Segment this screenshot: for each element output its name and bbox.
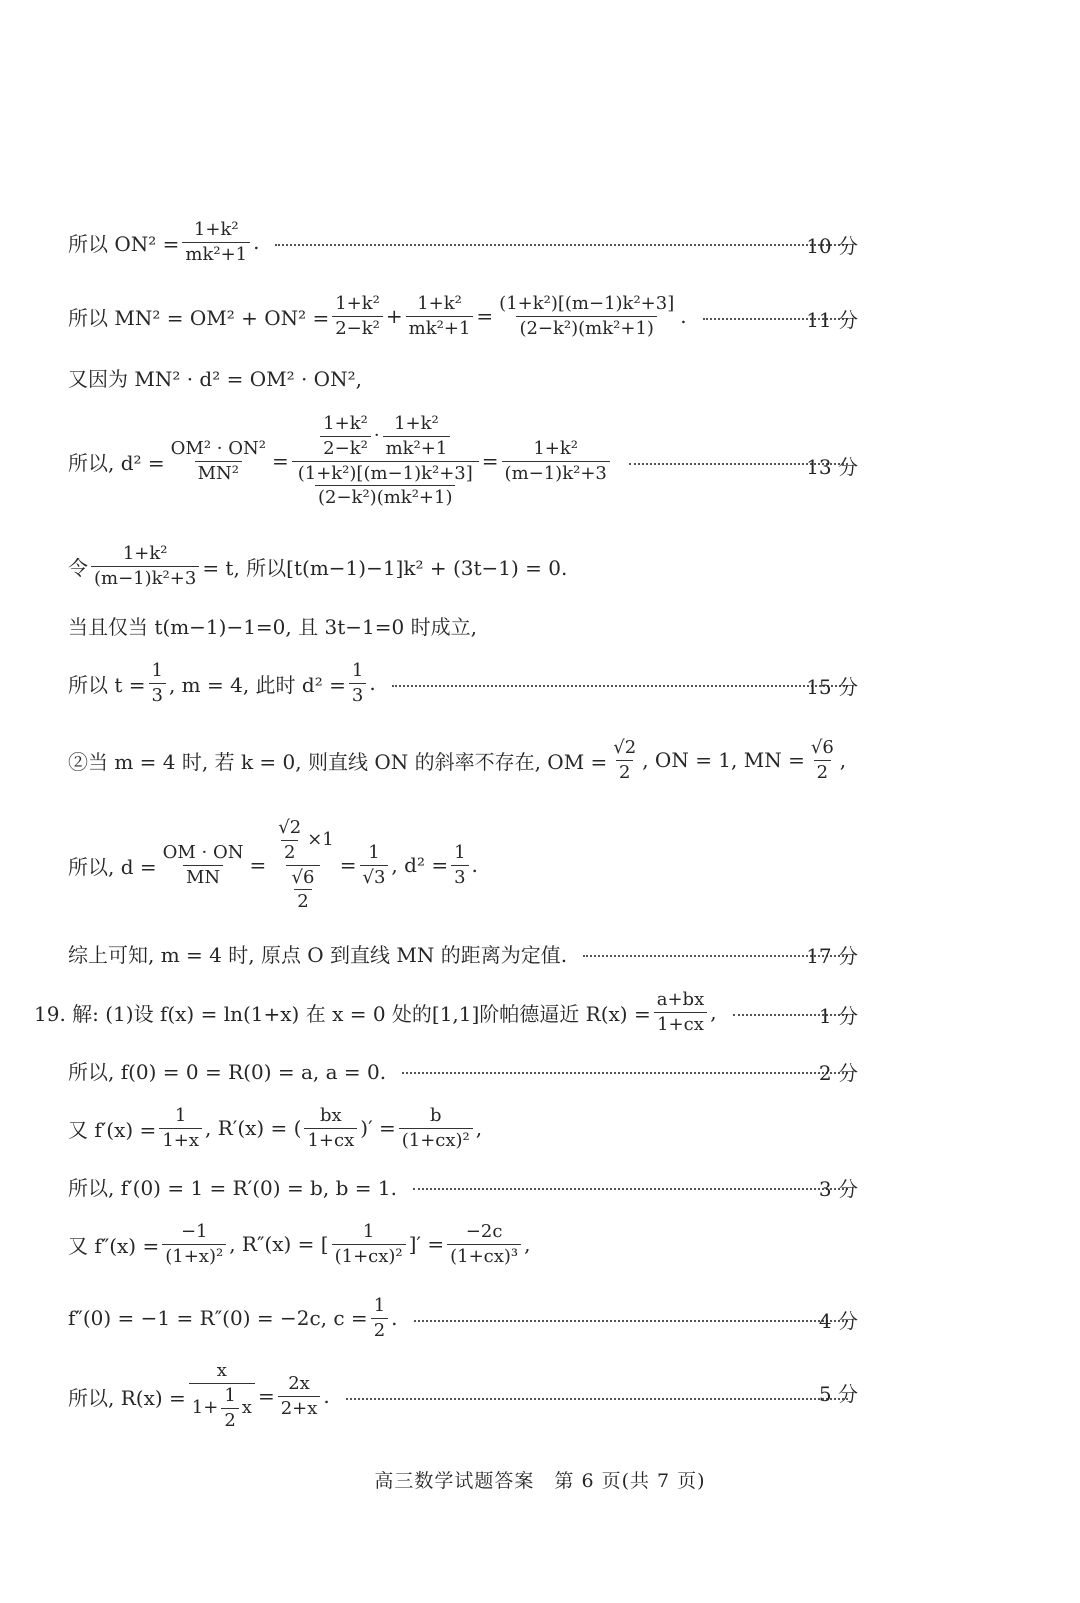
dot-leader: [414, 1320, 849, 1322]
score-mark: 17 分: [806, 944, 858, 968]
solution-line: 当且仅当 t(m−1)−1=0, 且 3t−1=0 时成立,: [68, 614, 477, 639]
fraction: $\frac{bx}{1+cx}$: [304, 1106, 357, 1151]
fraction: $\frac{\text{1+k²}}{\text{2−k²}}$: [332, 294, 383, 339]
fraction: $\frac{\text{1+k²}}{\text{(m−1)k²+3}}$: [91, 544, 199, 589]
score-mark: 1 分: [818, 1004, 858, 1028]
dot-leader: [392, 685, 848, 687]
solution-line: 所以 t = $\frac{1}{3}$ , m = 4, 此时 d² = $\frac{1}{3}$ .: [68, 655, 856, 711]
score-mark: 15 分: [806, 675, 858, 699]
fraction: $\frac{1}{2}$: [371, 1296, 388, 1341]
solution-line: 所以, d = $\frac{OM \cdot ON}{MN}$ = $\frac{√2}{2}$ ×1 $\frac{√6}{2}$ = $\frac{1}{√3}$ , d² = $\frac{1}{3}$ .: [68, 816, 478, 913]
solution-line: 又 f″(x) = $\frac{-1}{\text{(1+x)²}}$ , R″(x) = [ $\frac{1}{\text{(1+cx)²}}$ ]′ = $\frac{-2c}{\text{(1+cx)³}}$ ,: [68, 1220, 531, 1267]
score-mark: 13 分: [806, 455, 858, 479]
fraction: $\frac{1}{3}$: [149, 661, 166, 706]
solution-line: 令 $\frac{\text{1+k²}}{\text{(m−1)k²+3}}$ = t, 所以[t(m−1)−1]k² + (3t−1) = 0.: [68, 542, 568, 589]
solution-line: 所以 MN² = OM² + ON² = $\frac{\text{1+k²}}{\text{2−k²}}$ + $\frac{\text{1+k²}}{\text{mk²+1}}$ = $\frac{\text{(1+k²)[(m−1)k²+3]}}{\text{(2−k²)(mk²+1)}}$ .: [68, 288, 856, 344]
score-mark: 5 分: [818, 1382, 858, 1406]
fraction: $\frac{\text{(1+k²)[(m−1)k²+3]}}{\text{(2−k²)(mk²+1)}}$: [499, 292, 675, 339]
score-mark: 10 分: [806, 234, 858, 258]
solution-line: 又 f′(x) = $\frac{1}{1+x}$ , R′(x) = ( $\frac{bx}{1+cx}$ )′ = $\frac{b}{\text{(1+cx)²}}$ ,: [68, 1104, 483, 1151]
page-footer: 高三数学试题答案 第 6 页(共 7 页): [374, 1470, 706, 1492]
fraction: $\frac{\text{1+k²}}{\text{(m−1)k²+3}}$: [502, 439, 610, 484]
fraction: $\frac{√6}{2}$: [810, 736, 834, 783]
solution-line: ②当 m = 4 时, 若 k = 0, 则直线 ON 的斜率不存在, OM = $\frac{√2}{2}$ , ON = 1, MN = $\frac{√6}{2}$ ,: [68, 736, 847, 783]
fraction: $\frac{√2}{2}$: [613, 736, 637, 783]
solution-line: 所以, R(x) = x 1+ $\frac{1}{2}$ x = $\frac{2x}{2+x}$ .: [68, 1358, 856, 1434]
score-mark: 3 分: [818, 1177, 858, 1201]
dot-leader: [346, 1398, 848, 1400]
solution-line: 所以, f(0) = 0 = R(0) = a, a = 0.: [68, 1055, 856, 1085]
math-text: 所以 ON² =: [68, 231, 180, 256]
fraction: $\frac{1}{3}$: [451, 843, 468, 888]
solution-line: 所以 ON² = $\frac{\text{1+k²}}{\text{mk²+1}}$ .: [68, 214, 856, 270]
dot-leader: [402, 1072, 848, 1074]
score-mark: 2 分: [818, 1061, 858, 1085]
solution-line: 19. 解: (1)设 f(x) = ln(1+x) 在 x = 0 处的[1,1]阶帕德逼近 R(x) = $\frac{a+bx}{1+cx}$ ,: [34, 984, 856, 1040]
dot-leader: [275, 244, 848, 246]
fraction: $\frac{b}{\text{(1+cx)²}}$: [399, 1106, 473, 1151]
fraction: $\frac{1}{√3}$: [360, 843, 389, 888]
fraction: $\frac{2x}{2+x}$: [278, 1374, 321, 1419]
fraction: $\frac{OM \cdot ON}{MN}$: [162, 841, 244, 888]
solution-line: 综上可知, m = 4 时, 原点 O 到直线 MN 的距离为定值.: [68, 938, 856, 968]
fraction: $\frac{\text{1+k²}}{\text{mk²+1}}$: [182, 220, 250, 265]
solution-line: 所以, f′(0) = 1 = R′(0) = b, b = 1.: [68, 1171, 856, 1201]
solution-line: f″(0) = −1 = R″(0) = −2c, c = $\frac{1}{2}$ .: [68, 1290, 856, 1346]
fraction: $\frac{\text{OM² · ON²}}{\text{MN²}}$: [170, 437, 266, 484]
fraction: $\frac{a+bx}{1+cx}$: [654, 990, 708, 1035]
fraction: $\frac{-2c}{\text{(1+cx)³}}$: [447, 1222, 521, 1267]
score-mark: 4 分: [818, 1309, 858, 1333]
fraction: $\frac{\text{1+k²}}{\text{mk²+1}}$: [406, 294, 474, 339]
solution-line: 所以, d² = $\frac{\text{OM² · ON²}}{\text{MN²}}$ = $\frac{\text{1+k²}}{\text{2−k²}}$ · $\frac{\text{1+k²}}{\text{mk²+1}}$ $\frac{\text{(1+k²)[(m−1)k²+3]}}{\text{(2−k²)(mk²+1)}}$ = $\frac{\text{1+k²}}{\text{(m−1)k²+3}}$: [68, 405, 856, 517]
fraction: $\frac{-1}{\text{(1+x)²}}$: [162, 1222, 226, 1267]
fraction: $\frac{1}{\text{(1+cx)²}}$: [332, 1222, 406, 1267]
solution-line: 又因为 MN² · d² = OM² · ON²,: [68, 366, 362, 391]
complex-fraction: $\frac{√2}{2}$ ×1 $\frac{√6}{2}$: [278, 816, 334, 913]
complex-fraction: $\frac{\text{1+k²}}{\text{2−k²}}$ · $\frac{\text{1+k²}}{\text{mk²+1}}$ $\frac{\text{(1+k²)[(m−1)k²+3]}}{\text{(2−k²)(mk²+1)}}$: [292, 414, 479, 508]
fraction: $\frac{1}{3}$: [349, 661, 366, 706]
fraction: $\frac{1}{1+x}$: [159, 1106, 202, 1151]
score-mark: 11 分: [806, 308, 858, 332]
fraction: x 1+ $\frac{1}{2}$ x: [189, 1361, 255, 1430]
dot-leader: [413, 1188, 848, 1190]
